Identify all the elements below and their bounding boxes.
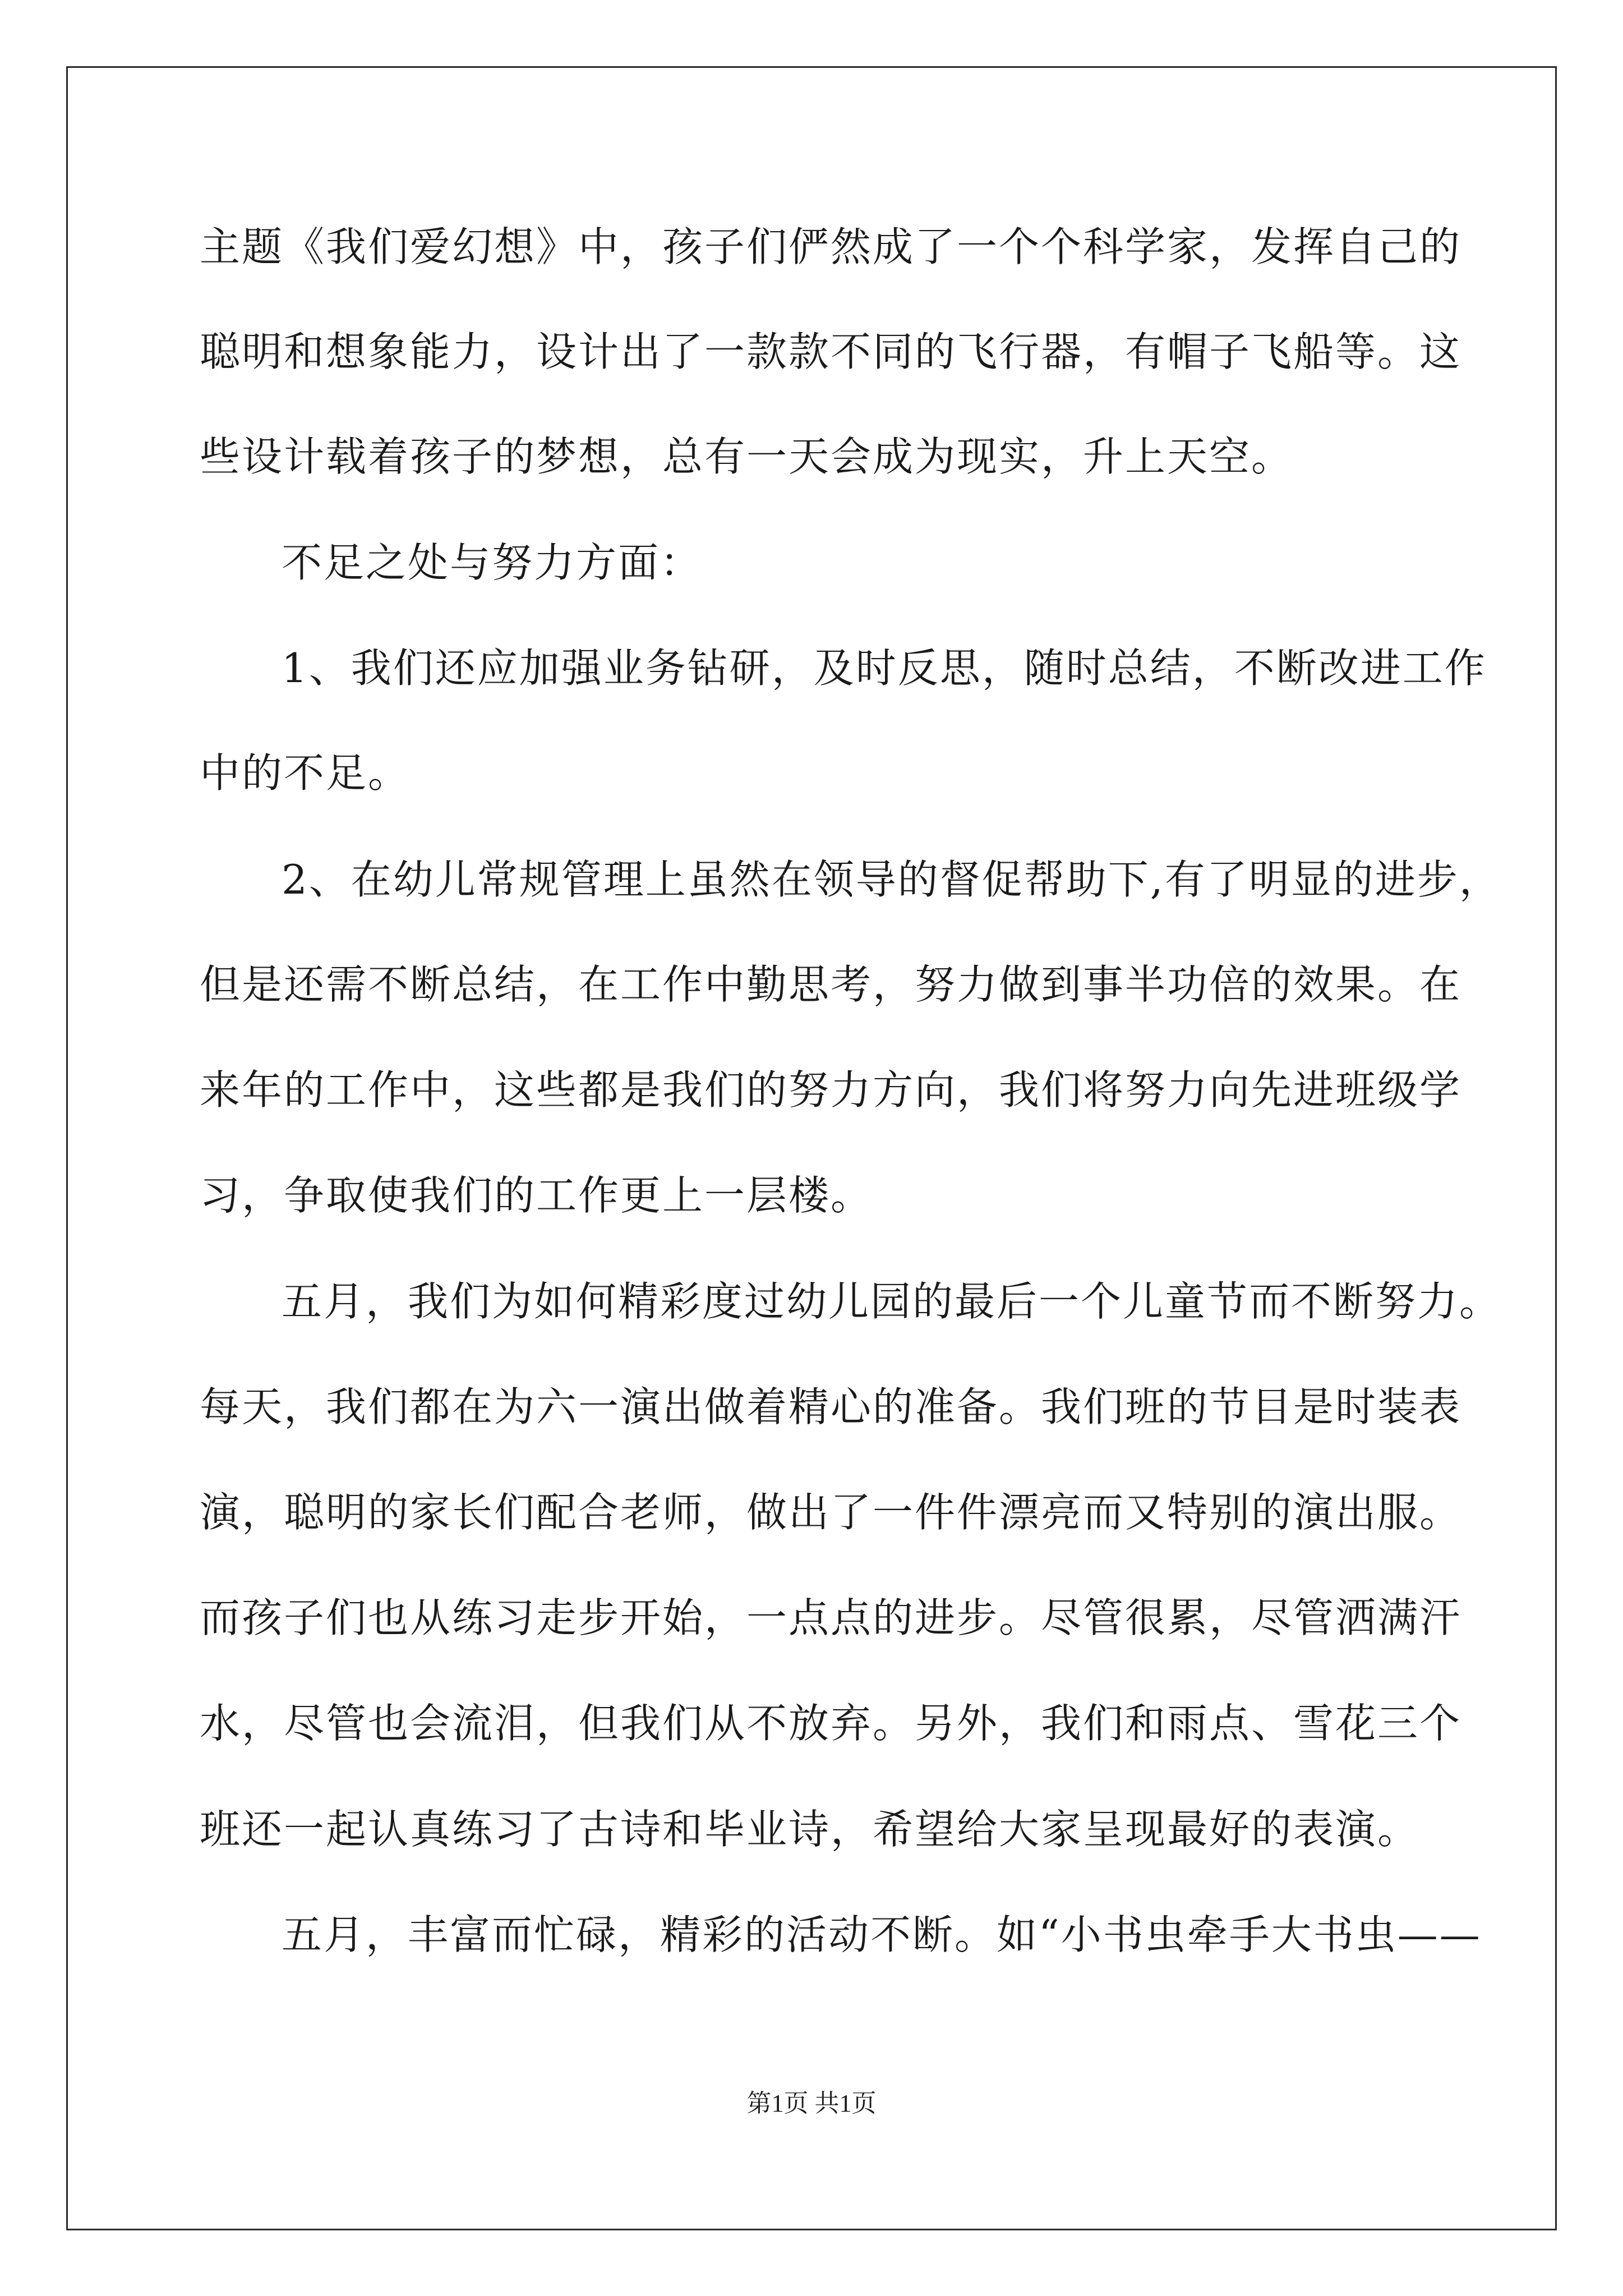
page-border <box>66 66 1557 2230</box>
paragraph-line: 每天，我们都在为六一演出做着精心的准备。我们班的节目是时装表 <box>200 1383 1462 1430</box>
paragraph-line: 但是还需不断总结，在工作中勤思考，努力做到事半功倍的效果。在 <box>200 961 1462 1008</box>
list-item-1: 1、我们还应加强业务钻研，及时反思，随时总结，不断改进工作 <box>282 645 1487 692</box>
paragraph-line: 水，尽管也会流泪，但我们从不放弃。另外，我们和雨点、雪花三个 <box>200 1700 1462 1747</box>
paragraph-line: 班还一起认真练习了古诗和毕业诗，希望给大家呈现最好的表演。 <box>200 1806 1420 1853</box>
paragraph-line: 主题《我们爱幻想》中，孩子们俨然成了一个个科学家，发挥自己的 <box>200 223 1462 270</box>
paragraph-line: 聪明和想象能力，设计出了一款款不同的飞行器，有帽子飞船等。这 <box>200 328 1462 375</box>
paragraph-line: 些设计载着孩子的梦想，总有一天会成为现实，升上天空。 <box>200 433 1294 480</box>
paragraph-start: 五月，丰富而忙碌，精彩的活动不断。如“小书虫牵手大书虫—— <box>282 1911 1482 1958</box>
paragraph-line: 而孩子们也从练习走步开始，一点点的进步。尽管很累，尽管洒满汗 <box>200 1594 1462 1641</box>
section-heading: 不足之处与努力方面： <box>282 539 703 586</box>
paragraph-line: 演，聪明的家长们配合老师，做出了一件件漂亮而又特别的演出服。 <box>200 1489 1462 1536</box>
paragraph-start: 五月，我们为如何精彩度过幼儿园的最后一个儿童节而不断努力。 <box>282 1278 1502 1325</box>
page-footer: 第1页 共1页 <box>746 2090 877 2117</box>
paragraph-line: 来年的工作中，这些都是我们的努力方向，我们将努力向先进班级学 <box>200 1066 1462 1114</box>
paragraph-line: 习，争取使我们的工作更上一层楼。 <box>200 1172 873 1219</box>
paragraph-line: 中的不足。 <box>200 749 411 797</box>
list-item-2: 2、在幼儿常规管理上虽然在领导的督促帮助下,有了明显的进步， <box>282 856 1501 903</box>
